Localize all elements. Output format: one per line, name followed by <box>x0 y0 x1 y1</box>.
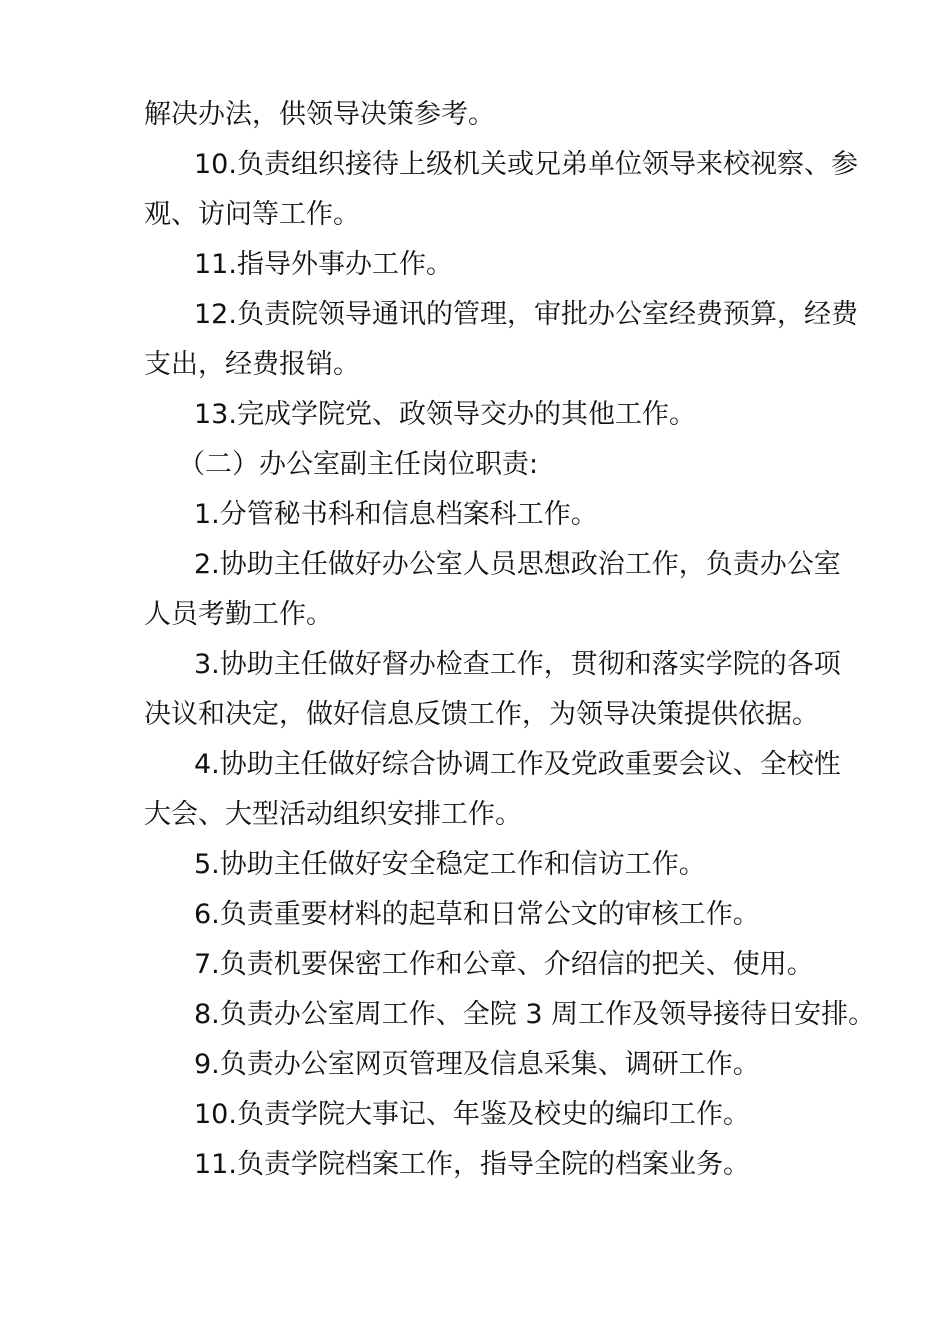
list-item-10: 10.负责组织接待上级机关或兄弟单位领导来校视察、参 <box>194 149 858 180</box>
list-item-11b: 11.负责学院档案工作，指导全院的档案业务。 <box>194 1149 750 1180</box>
list-item-6: 6.负责重要材料的起草和日常公文的审核工作。 <box>194 899 760 930</box>
list-item-7: 7.负责机要保密工作和公章、介绍信的把关、使用。 <box>194 949 814 980</box>
text-line: 决议和决定，做好信息反馈工作，为领导决策提供依据。 <box>144 699 819 730</box>
text-line: 解决办法，供领导决策参考。 <box>144 99 495 130</box>
list-item-2: 2.协助主任做好办公室人员思想政治工作，负责办公室 <box>194 549 841 580</box>
list-item-1: 1.分管秘书科和信息档案科工作。 <box>194 499 598 530</box>
list-item-12: 12.负责院领导通讯的管理，审批办公室经费预算，经费 <box>194 299 858 330</box>
list-item-9: 9.负责办公室网页管理及信息采集、调研工作。 <box>194 1049 760 1080</box>
list-item-11: 11.指导外事办工作。 <box>194 249 453 280</box>
text-line: 人员考勤工作。 <box>144 599 333 630</box>
list-item-5: 5.协助主任做好安全稳定工作和信访工作。 <box>194 849 706 880</box>
list-item-13: 13.完成学院党、政领导交办的其他工作。 <box>194 399 696 430</box>
text-line: 支出，经费报销。 <box>144 349 360 380</box>
list-item-8: 8.负责办公室周工作、全院 3 周工作及领导接待日安排。 <box>194 999 876 1030</box>
section-heading: （二）办公室副主任岗位职责: <box>178 449 539 480</box>
list-item-4: 4.协助主任做好综合协调工作及党政重要会议、全校性 <box>194 749 841 780</box>
list-item-3: 3.协助主任做好督办检查工作，贯彻和落实学院的各项 <box>194 649 841 680</box>
list-item-10b: 10.负责学院大事记、年鉴及校史的编印工作。 <box>194 1099 750 1130</box>
text-line: 大会、大型活动组织安排工作。 <box>144 799 522 830</box>
text-line: 观、访问等工作。 <box>144 199 360 230</box>
